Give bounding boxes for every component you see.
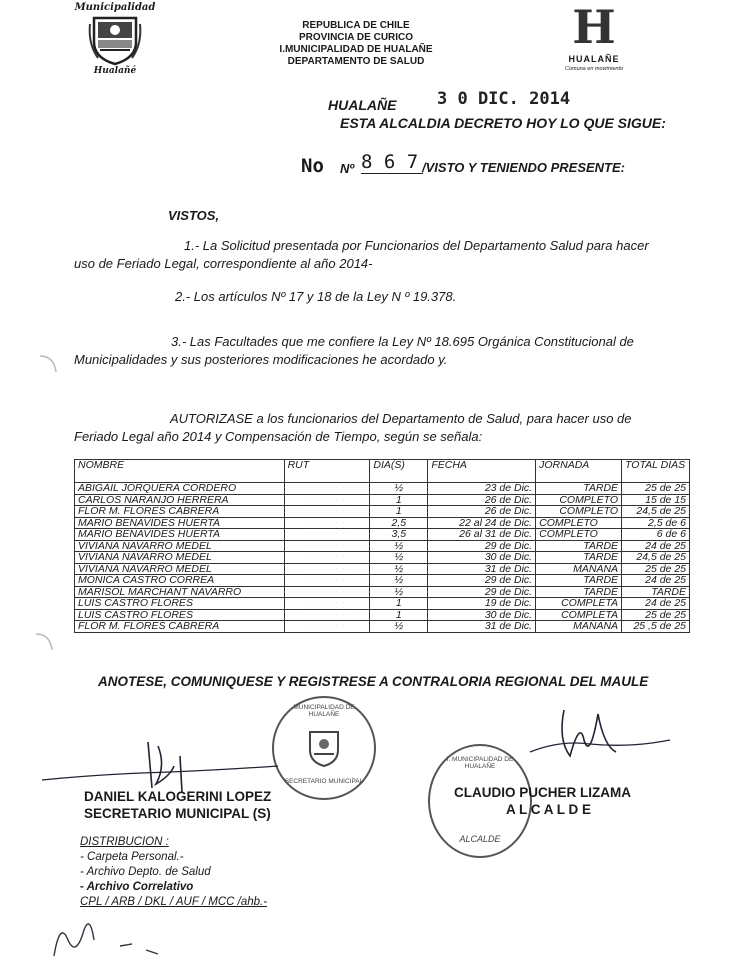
col-header-dias: DIA(S) bbox=[370, 460, 428, 483]
cell-fecha: 22 al 24 de Dic. bbox=[428, 517, 536, 529]
table-row bbox=[75, 552, 690, 564]
date-stamp: 3 0 DIC. 2014 bbox=[437, 89, 571, 109]
cell-nombre: FLOR M. FLORES CABRERA bbox=[75, 621, 285, 633]
cell-rut: · · · · · · bbox=[284, 586, 370, 598]
col-header-jornada: JORNADA bbox=[536, 460, 622, 483]
secretary-title: SECRETARIO MUNICIPAL (S) bbox=[84, 806, 271, 821]
mayor-seal-bottom-text: ALCALDE bbox=[459, 834, 501, 844]
cell-total: TARDE bbox=[622, 586, 690, 598]
cell-fecha: 30 de Dic. bbox=[428, 552, 536, 564]
seal-emblem-icon bbox=[306, 728, 342, 768]
paragraph-3a: 3.- Las Facultades que me confiere la Ley Nº 18.695 Orgánica Constitucional de bbox=[171, 334, 634, 349]
mayor-title: A L C A L D E bbox=[506, 802, 592, 817]
cell-jornada: MAÑANA bbox=[536, 621, 622, 633]
cell-nombre: VIVIANA NAVARRO MEDEL bbox=[75, 563, 285, 575]
cell-rut: · · · · · · bbox=[284, 563, 370, 575]
cell-jornada: TARDE bbox=[536, 575, 622, 587]
cell-dias: 1 bbox=[370, 494, 428, 506]
col-header-total: TOTAL DIAS bbox=[622, 460, 690, 483]
cell-total: 25 de 25 bbox=[622, 609, 690, 621]
right-hualane-logo bbox=[558, 0, 630, 76]
table-row bbox=[75, 609, 690, 621]
cell-dias: ½ bbox=[370, 575, 428, 587]
punch-mark-icon bbox=[38, 352, 58, 374]
table-row bbox=[75, 529, 690, 541]
secretary-seal bbox=[272, 696, 376, 800]
distribution-initials: CPL / ARB / DKL / AUF / MCC /ahb.- bbox=[80, 896, 268, 908]
cell-dias: ½ bbox=[370, 540, 428, 552]
cell-rut: · · · · · · bbox=[284, 598, 370, 610]
table-row bbox=[75, 575, 690, 587]
cell-dias: 1 bbox=[370, 598, 428, 610]
logo-tagline: Comuna en movimiento bbox=[564, 66, 624, 72]
col-header-rut: RUT bbox=[284, 460, 370, 483]
cell-total: 24 de 25 bbox=[622, 598, 690, 610]
seal-bottom-text: SECRETARIO MUNICIPAL bbox=[284, 778, 364, 785]
cell-rut: · · · · · · bbox=[284, 517, 370, 529]
cell-rut: · · · · · · bbox=[284, 529, 370, 541]
secretary-name: DANIEL KALOGERINI LOPEZ bbox=[84, 789, 272, 804]
cell-jornada: COMPLETA bbox=[536, 609, 622, 621]
city-label: HUALAÑE bbox=[328, 97, 397, 113]
cell-nombre: VIVIANA NAVARRO MEDEL bbox=[75, 552, 285, 564]
table-row bbox=[75, 494, 690, 506]
cell-nombre: MARIO BENAVIDES HUERTA bbox=[75, 529, 285, 541]
cell-rut: · · · · · · bbox=[284, 483, 370, 495]
paragraph-4b: Feriado Legal año 2014 y Compensación de Tiempo, según se señala: bbox=[74, 429, 483, 444]
cell-jornada: MAÑANA bbox=[536, 563, 622, 575]
table-row bbox=[75, 598, 690, 610]
cell-dias: ½ bbox=[370, 483, 428, 495]
crest-top-text: Municipalidad bbox=[74, 2, 156, 13]
visto-line: /VISTO Y TENIENDO PRESENTE: bbox=[422, 160, 625, 175]
cell-jornada: COMPLETO bbox=[536, 529, 622, 541]
cell-total: 24 de 25 bbox=[622, 540, 690, 552]
cell-jornada: TARDE bbox=[536, 586, 622, 598]
closing-statement: ANOTESE, COMUNIQUESE Y REGISTRESE A CONTRALORIA REGIONAL DEL MAULE bbox=[98, 674, 649, 689]
punch-mark-icon bbox=[34, 630, 54, 652]
table-row bbox=[75, 621, 690, 633]
vacation-table bbox=[74, 459, 690, 633]
header-text bbox=[236, 20, 476, 68]
col-header-fecha: FECHA bbox=[428, 460, 536, 483]
bottom-scribble-icon bbox=[50, 910, 170, 960]
distribution-block bbox=[80, 835, 267, 910]
cell-nombre: MARISOL MARCHANT NAVARRO bbox=[75, 586, 285, 598]
header-line-4: DEPARTAMENTO DE SALUD bbox=[287, 56, 425, 67]
cell-rut: · · · · · · bbox=[284, 609, 370, 621]
cell-total: 25 ,5 de 25 bbox=[622, 621, 690, 633]
vistos-heading: VISTOS, bbox=[168, 208, 220, 223]
cell-rut: · · · · · · bbox=[284, 621, 370, 633]
decree-number-prefix: Nº bbox=[340, 161, 355, 176]
decree-line: ESTA ALCALDIA DECRETO HOY LO QUE SIGUE: bbox=[340, 115, 666, 131]
logo-name: HUALAÑE bbox=[568, 54, 620, 64]
cell-dias: 1 bbox=[370, 506, 428, 518]
cell-jornada: TARDE bbox=[536, 483, 622, 495]
cell-total: 15 de 15 bbox=[622, 494, 690, 506]
left-municipal-crest bbox=[74, 2, 156, 80]
cell-dias: ½ bbox=[370, 621, 428, 633]
cell-total: 24 de 25 bbox=[622, 575, 690, 587]
mayor-seal-top-text: I. MUNICIPALIDAD DE HUALAÑE bbox=[446, 756, 514, 770]
cell-fecha: 23 de Dic. bbox=[428, 483, 536, 495]
cell-jornada: TARDE bbox=[536, 552, 622, 564]
cell-nombre: ABIGAIL JORQUERA CORDERO bbox=[75, 483, 285, 495]
decree-number: 8 6 7 bbox=[361, 151, 423, 174]
table-row bbox=[75, 483, 690, 495]
cell-fecha: 26 de Dic. bbox=[428, 494, 536, 506]
cell-total: 25 de 25 bbox=[622, 563, 690, 575]
cell-jornada: COMPLETO bbox=[536, 494, 622, 506]
cell-dias: 3,5 bbox=[370, 529, 428, 541]
table-row bbox=[75, 586, 690, 598]
cell-nombre: MARIO BENAVIDES HUERTA bbox=[75, 517, 285, 529]
cell-fecha: 31 de Dic. bbox=[428, 621, 536, 633]
distribution-item-2: - Archivo Depto. de Salud bbox=[80, 866, 211, 878]
cell-nombre: MONICA CASTRO CORREA bbox=[75, 575, 285, 587]
cell-total: 24,5 de 25 bbox=[622, 506, 690, 518]
seal-top-text: MUNICIPALIDAD DE HUALAÑE bbox=[293, 704, 355, 718]
header-line-2: PROVINCIA DE CURICO bbox=[298, 32, 414, 43]
cell-nombre: CARLOS NARANJO HERRERA bbox=[75, 494, 285, 506]
paragraph-3b: Municipalidades y sus posteriores modificaciones he acordado y. bbox=[74, 352, 448, 367]
cell-dias: 2,5 bbox=[370, 517, 428, 529]
cell-nombre: LUIS CASTRO FLORES bbox=[75, 609, 285, 621]
cell-nombre: LUIS CASTRO FLORES bbox=[75, 598, 285, 610]
mayor-signature-icon bbox=[520, 700, 680, 770]
logo-letter: H bbox=[572, 0, 616, 54]
cell-dias: ½ bbox=[370, 552, 428, 564]
cell-total: 6 de 6 bbox=[622, 529, 690, 541]
header-line-3: I.MUNICIPALIDAD DE HUALAÑE bbox=[279, 44, 433, 55]
cell-jornada: COMPLETO bbox=[536, 506, 622, 518]
col-header-nombre: NOMBRE bbox=[75, 460, 285, 483]
cell-fecha: 30 de Dic. bbox=[428, 609, 536, 621]
cell-fecha: 29 de Dic. bbox=[428, 586, 536, 598]
cell-dias: ½ bbox=[370, 586, 428, 598]
cell-jornada: COMPLETA bbox=[536, 598, 622, 610]
cell-fecha: 19 de Dic. bbox=[428, 598, 536, 610]
cell-jornada: COMPLETO bbox=[536, 517, 622, 529]
cell-fecha: 31 de Dic. bbox=[428, 563, 536, 575]
distribution-item-3: - Archivo Correlativo bbox=[80, 881, 194, 893]
header-line-1: REPUBLICA DE CHILE bbox=[302, 20, 410, 31]
paragraph-2: 2.- Los artículos Nº 17 y 18 de la Ley N º 19.378. bbox=[175, 289, 457, 304]
cell-total: 2,5 de 6 bbox=[622, 517, 690, 529]
cell-dias: ½ bbox=[370, 563, 428, 575]
cell-fecha: 26 de Dic. bbox=[428, 506, 536, 518]
decree-no-label: No bbox=[301, 155, 324, 177]
mayor-name: CLAUDIO PUCHER LIZAMA bbox=[454, 785, 631, 800]
cell-total: 25 de 25 bbox=[622, 483, 690, 495]
cell-rut: · · · · · · bbox=[284, 575, 370, 587]
table-row bbox=[75, 517, 690, 529]
shield-icon bbox=[88, 14, 142, 66]
cell-rut: · · · · · · bbox=[284, 552, 370, 564]
cell-total: 24,5 de 25 bbox=[622, 552, 690, 564]
cell-fecha: 26 al 31 de Dic. bbox=[428, 529, 536, 541]
mayor-seal bbox=[428, 744, 532, 858]
paragraph-4a: AUTORIZASE a los funcionarios del Departamento de Salud, para hacer uso de bbox=[170, 411, 632, 426]
table-header-row bbox=[75, 460, 690, 483]
cell-rut: · · · · · · bbox=[284, 494, 370, 506]
cell-rut: · · · · · · bbox=[284, 506, 370, 518]
table-row bbox=[75, 563, 690, 575]
table-row bbox=[75, 540, 690, 552]
table-row bbox=[75, 506, 690, 518]
cell-rut: · · · · · · bbox=[284, 540, 370, 552]
paragraph-1a: 1.- La Solicitud presentada por Funcionarios del Departamento Salud para hacer bbox=[184, 238, 649, 253]
cell-fecha: 29 de Dic. bbox=[428, 540, 536, 552]
crest-bottom-text: Hualañé bbox=[93, 66, 137, 76]
distribution-title: DISTRIBUCION : bbox=[80, 836, 169, 848]
cell-dias: 1 bbox=[370, 609, 428, 621]
cell-jornada: TARDE bbox=[536, 540, 622, 552]
distribution-item-1: - Carpeta Personal.- bbox=[80, 851, 184, 863]
cell-fecha: 29 de Dic. bbox=[428, 575, 536, 587]
cell-nombre: VIVIANA NAVARRO MEDEL bbox=[75, 540, 285, 552]
paragraph-1b: uso de Feriado Legal, correspondiente al año 2014- bbox=[74, 256, 373, 271]
cell-nombre: FLOR M. FLORES CABRERA bbox=[75, 506, 285, 518]
